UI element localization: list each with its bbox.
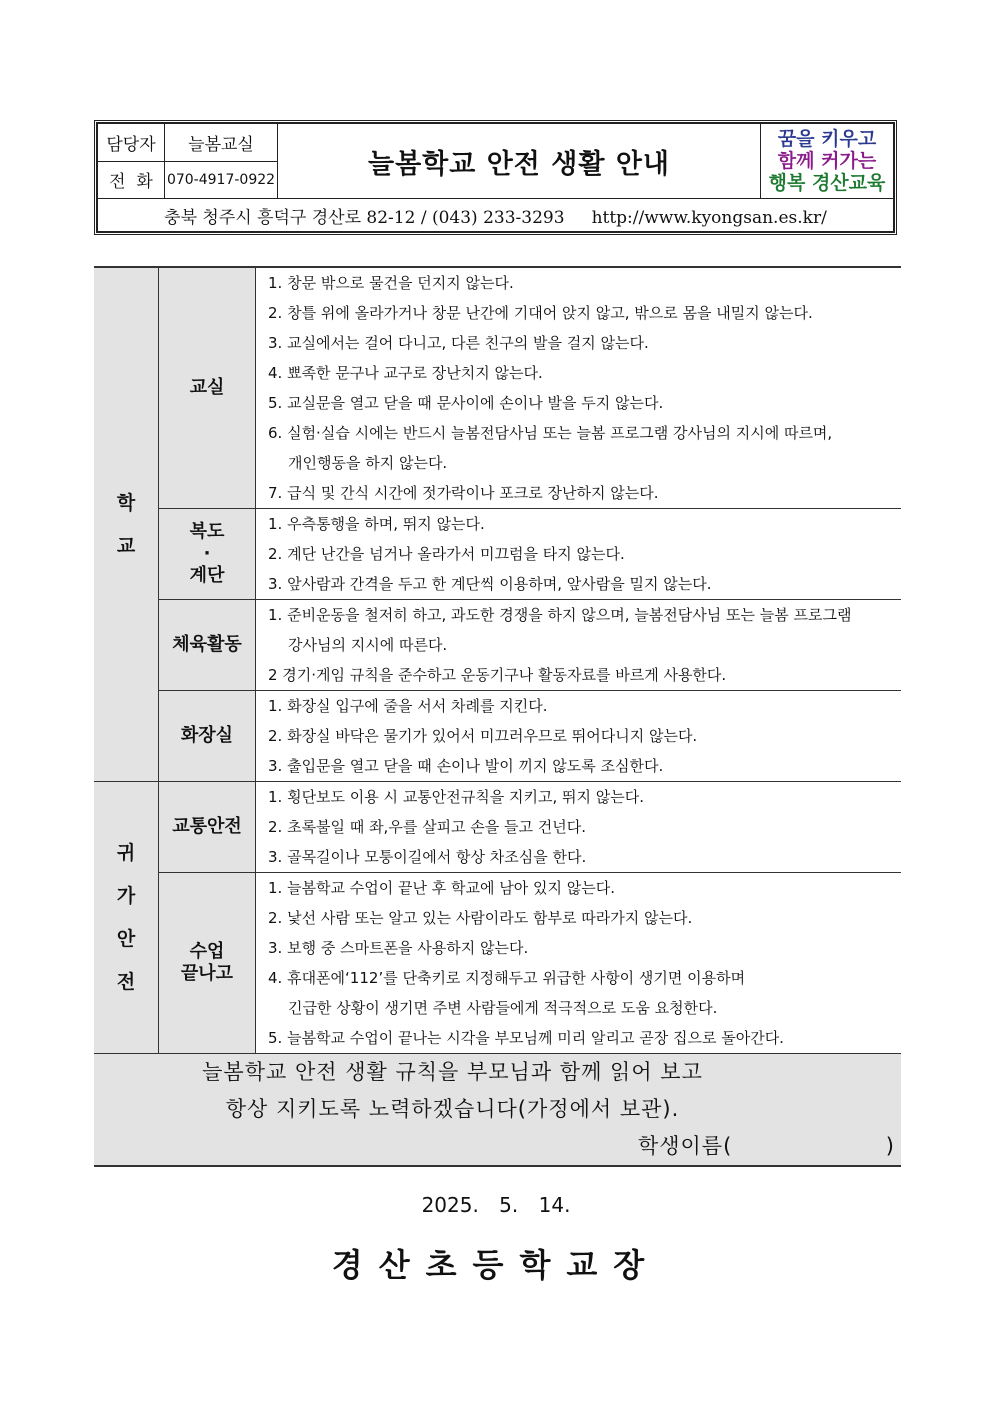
list-item: 개인행동을 하지 않는다. [288, 454, 448, 472]
list-item: 5. 교실문을 열고 닫을 때 문사이에 손이나 발을 두지 않는다. [268, 394, 664, 412]
pledge-line-1: 늘봄학교 안전 생활 규칙을 부모님과 함께 읽어 보고 [202, 1060, 703, 1084]
section-restroom-items [256, 691, 902, 782]
list-item: 강사님의 지시에 따른다. [288, 636, 448, 654]
list-item: 2. 낯선 사람 또는 알고 있는 사람이라도 함부로 따라가지 않는다. [268, 909, 693, 927]
hallway-label-dot: · [203, 543, 211, 564]
category-school-char-1: 학 [116, 491, 136, 514]
list-item: 긴급한 상황이 생기면 주변 사람들에게 적극적으로 도움 요청한다. [288, 999, 718, 1017]
section-hallway-items [256, 509, 902, 600]
after-label-2: 끝나고 [180, 963, 234, 984]
list-item: 3. 출입문을 열고 닫을 때 손이나 발이 끼지 않도록 조심한다. [268, 757, 664, 775]
list-item: 3. 보행 중 스마트폰을 사용하지 않는다. [268, 939, 529, 957]
section-traffic-items [256, 782, 902, 873]
student-name-field[interactable]: 학생이름( ) [637, 1134, 895, 1158]
section-after-items [256, 873, 902, 1054]
school-address: 충북 청주시 흥덕구 경산로 82-12 / (043) 233-3293 http://www.kyongsan.es.kr/ [98, 199, 894, 232]
category-school [94, 267, 159, 782]
pledge-box [94, 1054, 901, 1167]
slogan-line-3: 행복 경산교육 [768, 172, 886, 194]
slogan-line-1: 꿈을 키우고 [777, 128, 877, 150]
pledge-line-2: 항상 지키도록 노력하겠습니다(가정에서 보관). [225, 1097, 680, 1121]
category-home-char-1: 귀 [116, 841, 136, 864]
list-item: 2. 창틀 위에 올라가거나 창문 난간에 기대어 앉지 않고, 밖으로 몸을 내밀지 않는다. [268, 304, 813, 322]
section-classroom-label: 교실 [159, 267, 256, 509]
slogan [761, 124, 894, 199]
category-school-char-2: 교 [116, 534, 136, 557]
list-item: 2. 화장실 바닥은 물기가 있어서 미끄러우므로 뛰어다니지 않는다. [268, 727, 698, 745]
section-after-label [159, 873, 256, 1054]
section-pe-label: 체육활동 [159, 600, 256, 691]
list-item: 2. 초록불일 때 좌,우를 살피고 손을 들고 건넌다. [268, 818, 587, 836]
list-item: 1. 우측통행을 하며, 뛰지 않는다. [268, 515, 485, 533]
phone-label: 전 화 [98, 161, 165, 199]
list-item: 4. 휴대폰에‘112’를 단축키로 지정해두고 위급한 사항이 생기면 이용하며 [268, 969, 746, 987]
header-box [94, 120, 897, 235]
list-item: 1. 화장실 입구에 줄을 서서 차례를 지킨다. [268, 697, 548, 715]
list-item: 2. 계단 난간을 넘거나 올라가서 미끄럼을 타지 않는다. [268, 545, 625, 563]
section-traffic-label: 교통안전 [159, 782, 256, 873]
list-item: 1. 횡단보도 이용 시 교통안전규칙을 지키고, 뛰지 않는다. [268, 788, 645, 806]
person-value: 늘봄교실 [165, 124, 278, 162]
list-item: 1. 준비운동을 철저히 하고, 과도한 경쟁을 하지 않으며, 늘봄전담사님 또는 늘봄 프로그램 [268, 606, 852, 624]
hallway-label-1: 복도 [189, 521, 225, 542]
issue-date: 2025. 5. 14. [421, 1193, 571, 1217]
section-restroom-label: 화장실 [159, 691, 256, 782]
section-pe-items [256, 600, 902, 691]
category-home-char-2: 가 [116, 884, 136, 907]
list-item: 6. 실험·실습 시에는 반드시 늘봄전담사님 또는 늘봄 프로그램 강사님의 지시에 따르며, [268, 424, 833, 442]
slogan-line-2: 함께 커가는 [777, 150, 877, 172]
list-item: 3. 골목길이나 모퉁이길에서 항상 차조심을 한다. [268, 848, 587, 866]
list-item: 3. 앞사람과 간격을 두고 한 계단씩 이용하며, 앞사람을 밀지 않는다. [268, 575, 712, 593]
hallway-label-2: 계단 [189, 565, 225, 586]
person-label: 담당자 [98, 124, 165, 162]
phone-value: 070-4917-0922 [165, 161, 278, 199]
list-item: 2 경기·게임 규칙을 준수하고 운동기구나 활동자료를 바르게 사용한다. [268, 666, 727, 684]
section-classroom-items [256, 267, 902, 509]
list-item: 7. 급식 및 간식 시간에 젓가락이나 포크로 장난하지 않는다. [268, 484, 659, 502]
category-home-char-3: 안 [116, 927, 136, 950]
category-home-char-4: 전 [116, 970, 136, 993]
list-item: 5. 늘봄학교 수업이 끝나는 시각을 부모님께 미리 알리고 곧장 집으로 돌아간다. [268, 1029, 784, 1047]
after-label-1: 수업 [189, 941, 225, 962]
safety-rules-table [94, 266, 901, 1167]
category-home [94, 782, 159, 1054]
list-item: 1. 창문 밖으로 물건을 던지지 않는다. [268, 274, 514, 292]
list-item: 4. 뾰족한 문구나 교구로 장난치지 않는다. [268, 364, 543, 382]
list-item: 3. 교실에서는 걸어 다니고, 다른 친구의 발을 걸지 않는다. [268, 334, 649, 352]
document-title: 늘봄학교 안전 생활 안내 [278, 124, 761, 199]
section-hallway-label [159, 509, 256, 600]
list-item: 1. 늘봄학교 수업이 끝난 후 학교에 남아 있지 않는다. [268, 879, 616, 897]
principal-signature: 경산초등학교장 [331, 1246, 661, 1284]
